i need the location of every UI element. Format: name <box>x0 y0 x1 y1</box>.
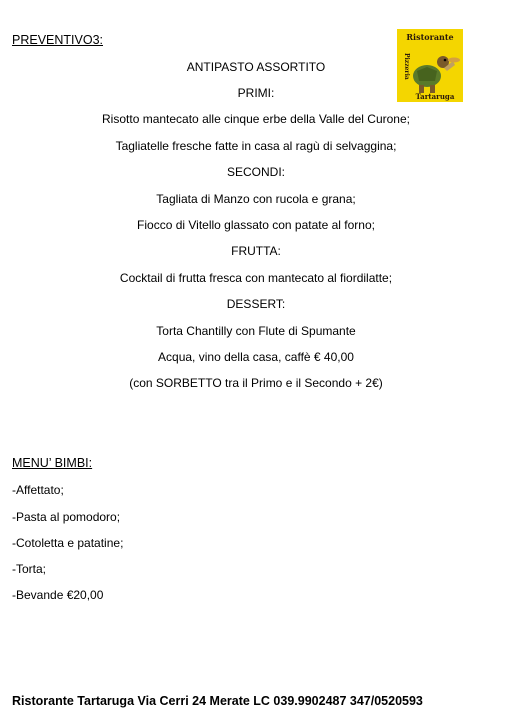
kids-menu-title: MENU’ BIMBI: <box>12 456 93 470</box>
kids-menu-item: -Affettato; <box>12 483 64 497</box>
kids-menu-item: -Bevande €20,00 <box>12 588 104 602</box>
menu-line: SECONDI: <box>226 165 285 179</box>
menu-line: PRIMI: <box>237 86 275 100</box>
menu-line: Torta Chantilly con Flute di Spumante <box>156 324 356 338</box>
menu-line: (con SORBETTO tra il Primo e il Secondo + 2€) <box>129 376 383 390</box>
footer-contact: Ristorante Tartaruga Via Cerri 24 Merate LC 039.9902487 347/0520593 <box>12 694 423 708</box>
kids-menu-item: -Cotoletta e patatine; <box>12 536 124 550</box>
menu-line: ANTIPASTO ASSORTITO <box>186 60 326 74</box>
kids-menu-item: -Torta; <box>12 562 47 576</box>
logo-text-top: Ristorante <box>406 32 454 42</box>
menu-line: Risotto mantecato alle cinque erbe della Valle del Curone; <box>102 112 410 126</box>
quote-title: PREVENTIVO3: <box>12 33 103 47</box>
logo-text-bottom: Tartaruga <box>415 92 455 101</box>
menu-line: Tagliatelle fresche fatte in casa al ragù di selvaggina; <box>115 139 397 153</box>
menu-line: FRUTTA: <box>231 244 281 258</box>
menu-line: Cocktail di frutta fresca con mantecato al fiordilatte; <box>119 271 393 285</box>
logo-text-mid: Pizzeria <box>403 53 410 80</box>
menu-line: Fiocco di Vitello glassato con patate al forno; <box>137 218 375 232</box>
menu-line: Tagliata di Manzo con rucola e grana; <box>156 192 356 206</box>
menu-line: DESSERT: <box>226 297 286 311</box>
kids-menu-item: -Pasta al pomodoro; <box>12 510 121 524</box>
menu-line: Acqua, vino della casa, caffè € 40,00 <box>158 350 354 364</box>
